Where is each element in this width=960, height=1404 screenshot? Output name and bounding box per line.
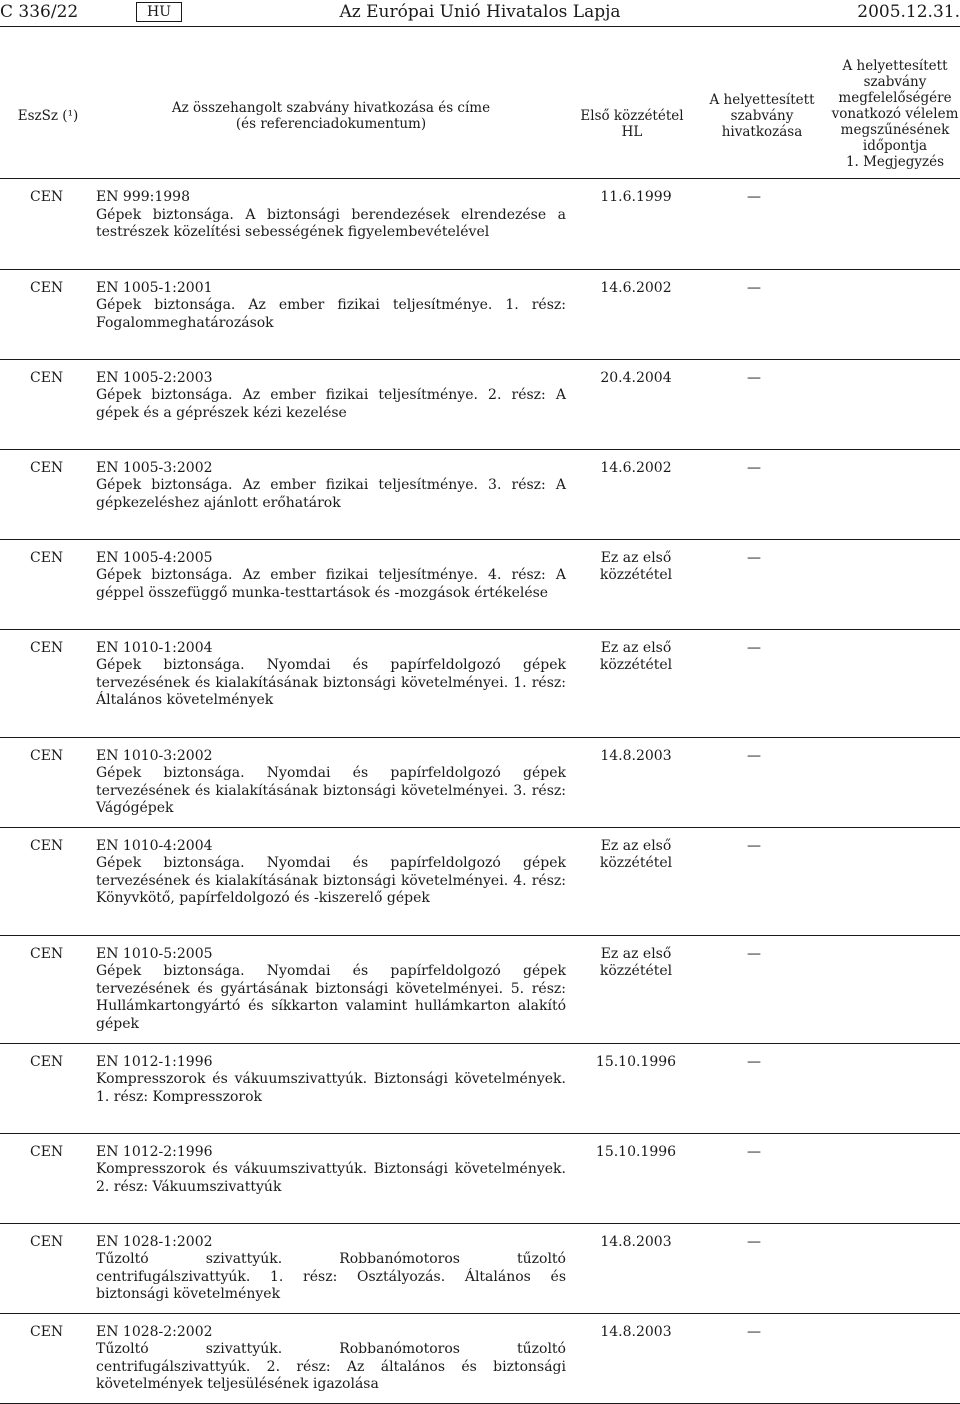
standard-title: Gépek biztonsága. Az ember fizikai teljesítménye. 1. rész: Fogalommeghatározások	[96, 297, 566, 331]
reference-cell	[96, 935, 576, 1043]
reference-cell	[96, 1043, 576, 1133]
table-row	[0, 737, 960, 827]
col-header-first-publication: Első közzététel HL	[580, 108, 684, 140]
table-row	[0, 629, 960, 737]
first-publication-cell: 20.4.2004	[600, 369, 672, 386]
standard-code: EN 1028-1:2002	[96, 1233, 213, 1250]
reference-cell	[96, 1223, 576, 1313]
standard-title: Tűzoltó szivattyúk. Robbanómotoros tűzoltó centrifugálszivattyúk. 1. rész: Osztályozás. Általános és biztonsági követelmények	[96, 1251, 566, 1302]
org-cell: CEN	[30, 279, 64, 296]
org-cell: CEN	[30, 369, 64, 386]
org-cell: CEN	[30, 1143, 64, 1160]
col-header-org: EszSz (¹)	[17, 108, 79, 124]
standard-code: EN 1005-2:2003	[96, 369, 213, 386]
cessation-cell	[812, 1223, 960, 1313]
superseded-cell: —	[747, 369, 761, 386]
first-publication-cell: Ez az első közzététel	[599, 945, 673, 979]
superseded-cell: —	[747, 1143, 761, 1160]
reference-cell	[96, 629, 576, 737]
superseded-cell: —	[747, 279, 761, 296]
standards-table	[0, 179, 960, 1404]
first-publication-cell: 14.8.2003	[600, 1323, 672, 1340]
standard-code: EN 1012-2:1996	[96, 1143, 213, 1160]
first-publication-cell: 11.6.1999	[600, 189, 672, 205]
table-row	[0, 1223, 960, 1313]
first-publication-cell: 14.6.2002	[600, 459, 672, 476]
reference-cell	[96, 827, 576, 935]
superseded-cell: —	[747, 1053, 761, 1070]
standard-code: EN 1028-2:2002	[96, 1323, 213, 1340]
org-cell: CEN	[30, 747, 64, 764]
cessation-cell	[812, 935, 960, 1043]
table-row	[0, 179, 960, 269]
col-header-superseded: A helyettesített szabvány hivatkozása	[709, 92, 815, 140]
standard-code: EN 999:1998	[96, 189, 190, 205]
cessation-cell	[812, 737, 960, 827]
col-header-cessation: A helyettesített szabvány megfelelőségére vonatkozó vélelem megszűnésének időpontja 1. Megjegyzés	[831, 58, 959, 170]
org-cell: CEN	[30, 945, 64, 962]
org-cell: CEN	[30, 549, 64, 566]
standard-title: Gépek biztonsága. Az ember fizikai teljesítménye. 2. rész: A gépek és a géprészek kézi kezelése	[96, 387, 566, 421]
superseded-cell: —	[747, 639, 761, 656]
superseded-cell: —	[747, 1233, 761, 1250]
reference-cell	[96, 1133, 576, 1223]
standard-title: Gépek biztonsága. Nyomdai és papírfeldolgozó gépek tervezésének és kialakításának biztonsági követelményei. 4. rész: Könyvkötő, papírfeldolgozó és -kiszerelő gépek	[96, 855, 566, 906]
reference-cell	[96, 539, 576, 629]
table-row	[0, 1043, 960, 1133]
publication-date: 2005.12.31.	[857, 2, 960, 22]
org-cell: CEN	[30, 1233, 64, 1250]
reference-cell	[96, 269, 576, 359]
table-row	[0, 449, 960, 539]
standard-title: Kompresszorok és vákuumszivattyúk. Biztonsági követelmények. 1. rész: Kompresszorok	[96, 1071, 566, 1105]
org-cell: CEN	[30, 459, 64, 476]
cessation-cell	[812, 539, 960, 629]
cessation-cell	[812, 1133, 960, 1223]
cessation-cell	[812, 827, 960, 935]
reference-cell	[96, 449, 576, 539]
language-badge: HU	[136, 2, 182, 22]
standard-title: Gépek biztonsága. Az ember fizikai teljesítménye. 4. rész: A géppel összefüggő munka-testtartások és -mozgások értékelése	[96, 567, 566, 601]
journal-title: Az Európai Unió Hivatalos Lapja	[339, 2, 621, 22]
standard-title: Gépek biztonsága. Nyomdai és papírfeldolgozó gépek tervezésének és kialakításának biztonsági követelményei. 3. rész: Vágógépek	[96, 765, 566, 816]
reference-cell	[96, 1313, 576, 1403]
superseded-cell: —	[747, 189, 761, 205]
org-cell: CEN	[30, 1053, 64, 1070]
cessation-cell	[812, 269, 960, 359]
standard-code: EN 1005-3:2002	[96, 459, 213, 476]
org-cell: CEN	[30, 837, 64, 854]
table-row	[0, 359, 960, 449]
superseded-cell: —	[747, 1323, 761, 1340]
first-publication-cell: 14.8.2003	[600, 747, 672, 764]
superseded-cell: —	[747, 945, 761, 962]
first-publication-cell: 15.10.1996	[595, 1143, 677, 1160]
table-row	[0, 827, 960, 935]
standard-code: EN 1010-3:2002	[96, 747, 213, 764]
page-reference: C 336/22	[0, 2, 79, 22]
standard-title: Gépek biztonsága. Az ember fizikai teljesítménye. 3. rész: A gépkezeléshez ajánlott erőhatárok	[96, 477, 566, 511]
table-row	[0, 1313, 960, 1403]
cessation-cell	[812, 1313, 960, 1403]
superseded-cell: —	[747, 837, 761, 854]
standard-title: Kompresszorok és vákuumszivattyúk. Biztonsági követelmények. 2. rész: Vákuumszivattyúk	[96, 1161, 566, 1195]
cessation-cell	[812, 1043, 960, 1133]
cessation-cell	[812, 359, 960, 449]
standard-title: Gépek biztonsága. A biztonsági berendezések elrendezése a testrészek közelítési sebességének figyelembevételével	[96, 206, 566, 240]
standard-code: EN 1010-4:2004	[96, 837, 213, 854]
org-cell: CEN	[30, 1323, 64, 1340]
org-cell: CEN	[30, 639, 64, 656]
table-row	[0, 539, 960, 629]
first-publication-cell: 15.10.1996	[595, 1053, 677, 1070]
first-publication-cell: 14.6.2002	[600, 279, 672, 296]
table-row	[0, 1133, 960, 1223]
table-row	[0, 935, 960, 1043]
standard-title: Tűzoltó szivattyúk. Robbanómotoros tűzoltó centrifugálszivattyúk. 2. rész: Az általános és biztonsági követelmények teljesülésének igazolása	[96, 1341, 566, 1392]
standard-code: EN 1005-4:2005	[96, 549, 213, 566]
superseded-cell: —	[747, 549, 761, 566]
superseded-cell: —	[747, 747, 761, 764]
page-header	[0, 0, 960, 24]
cessation-cell	[812, 629, 960, 737]
first-publication-cell: 14.8.2003	[600, 1233, 672, 1250]
reference-cell	[96, 179, 576, 269]
standard-code: EN 1010-1:2004	[96, 639, 213, 656]
first-publication-cell: Ez az első közzététel	[599, 549, 673, 583]
reference-cell	[96, 359, 576, 449]
standard-code: EN 1012-1:1996	[96, 1053, 213, 1070]
table-row	[0, 269, 960, 359]
cessation-cell	[812, 449, 960, 539]
standard-code: EN 1010-5:2005	[96, 945, 213, 962]
reference-cell	[96, 737, 576, 827]
col-header-reference: Az összehangolt szabvány hivatkozása és címe (és referenciadokumentum)	[171, 100, 491, 132]
standard-title: Gépek biztonsága. Nyomdai és papírfeldolgozó gépek tervezésének és gyártásának biztonsági követelményei. 5. rész: Hullámkartongyártó és síkkarton valamint hullámkarton alakító gépek	[96, 963, 566, 1032]
org-cell: CEN	[30, 189, 64, 205]
standard-title: Gépek biztonsága. Nyomdai és papírfeldolgozó gépek tervezésének és kialakításának biztonsági követelményei. 1. rész: Általános követelmények	[96, 657, 566, 708]
first-publication-cell: Ez az első közzététel	[599, 639, 673, 673]
superseded-cell: —	[747, 459, 761, 476]
first-publication-cell: Ez az első közzététel	[599, 837, 673, 871]
standard-code: EN 1005-1:2001	[96, 279, 213, 296]
header-rule	[0, 26, 960, 27]
cessation-cell	[812, 179, 960, 269]
